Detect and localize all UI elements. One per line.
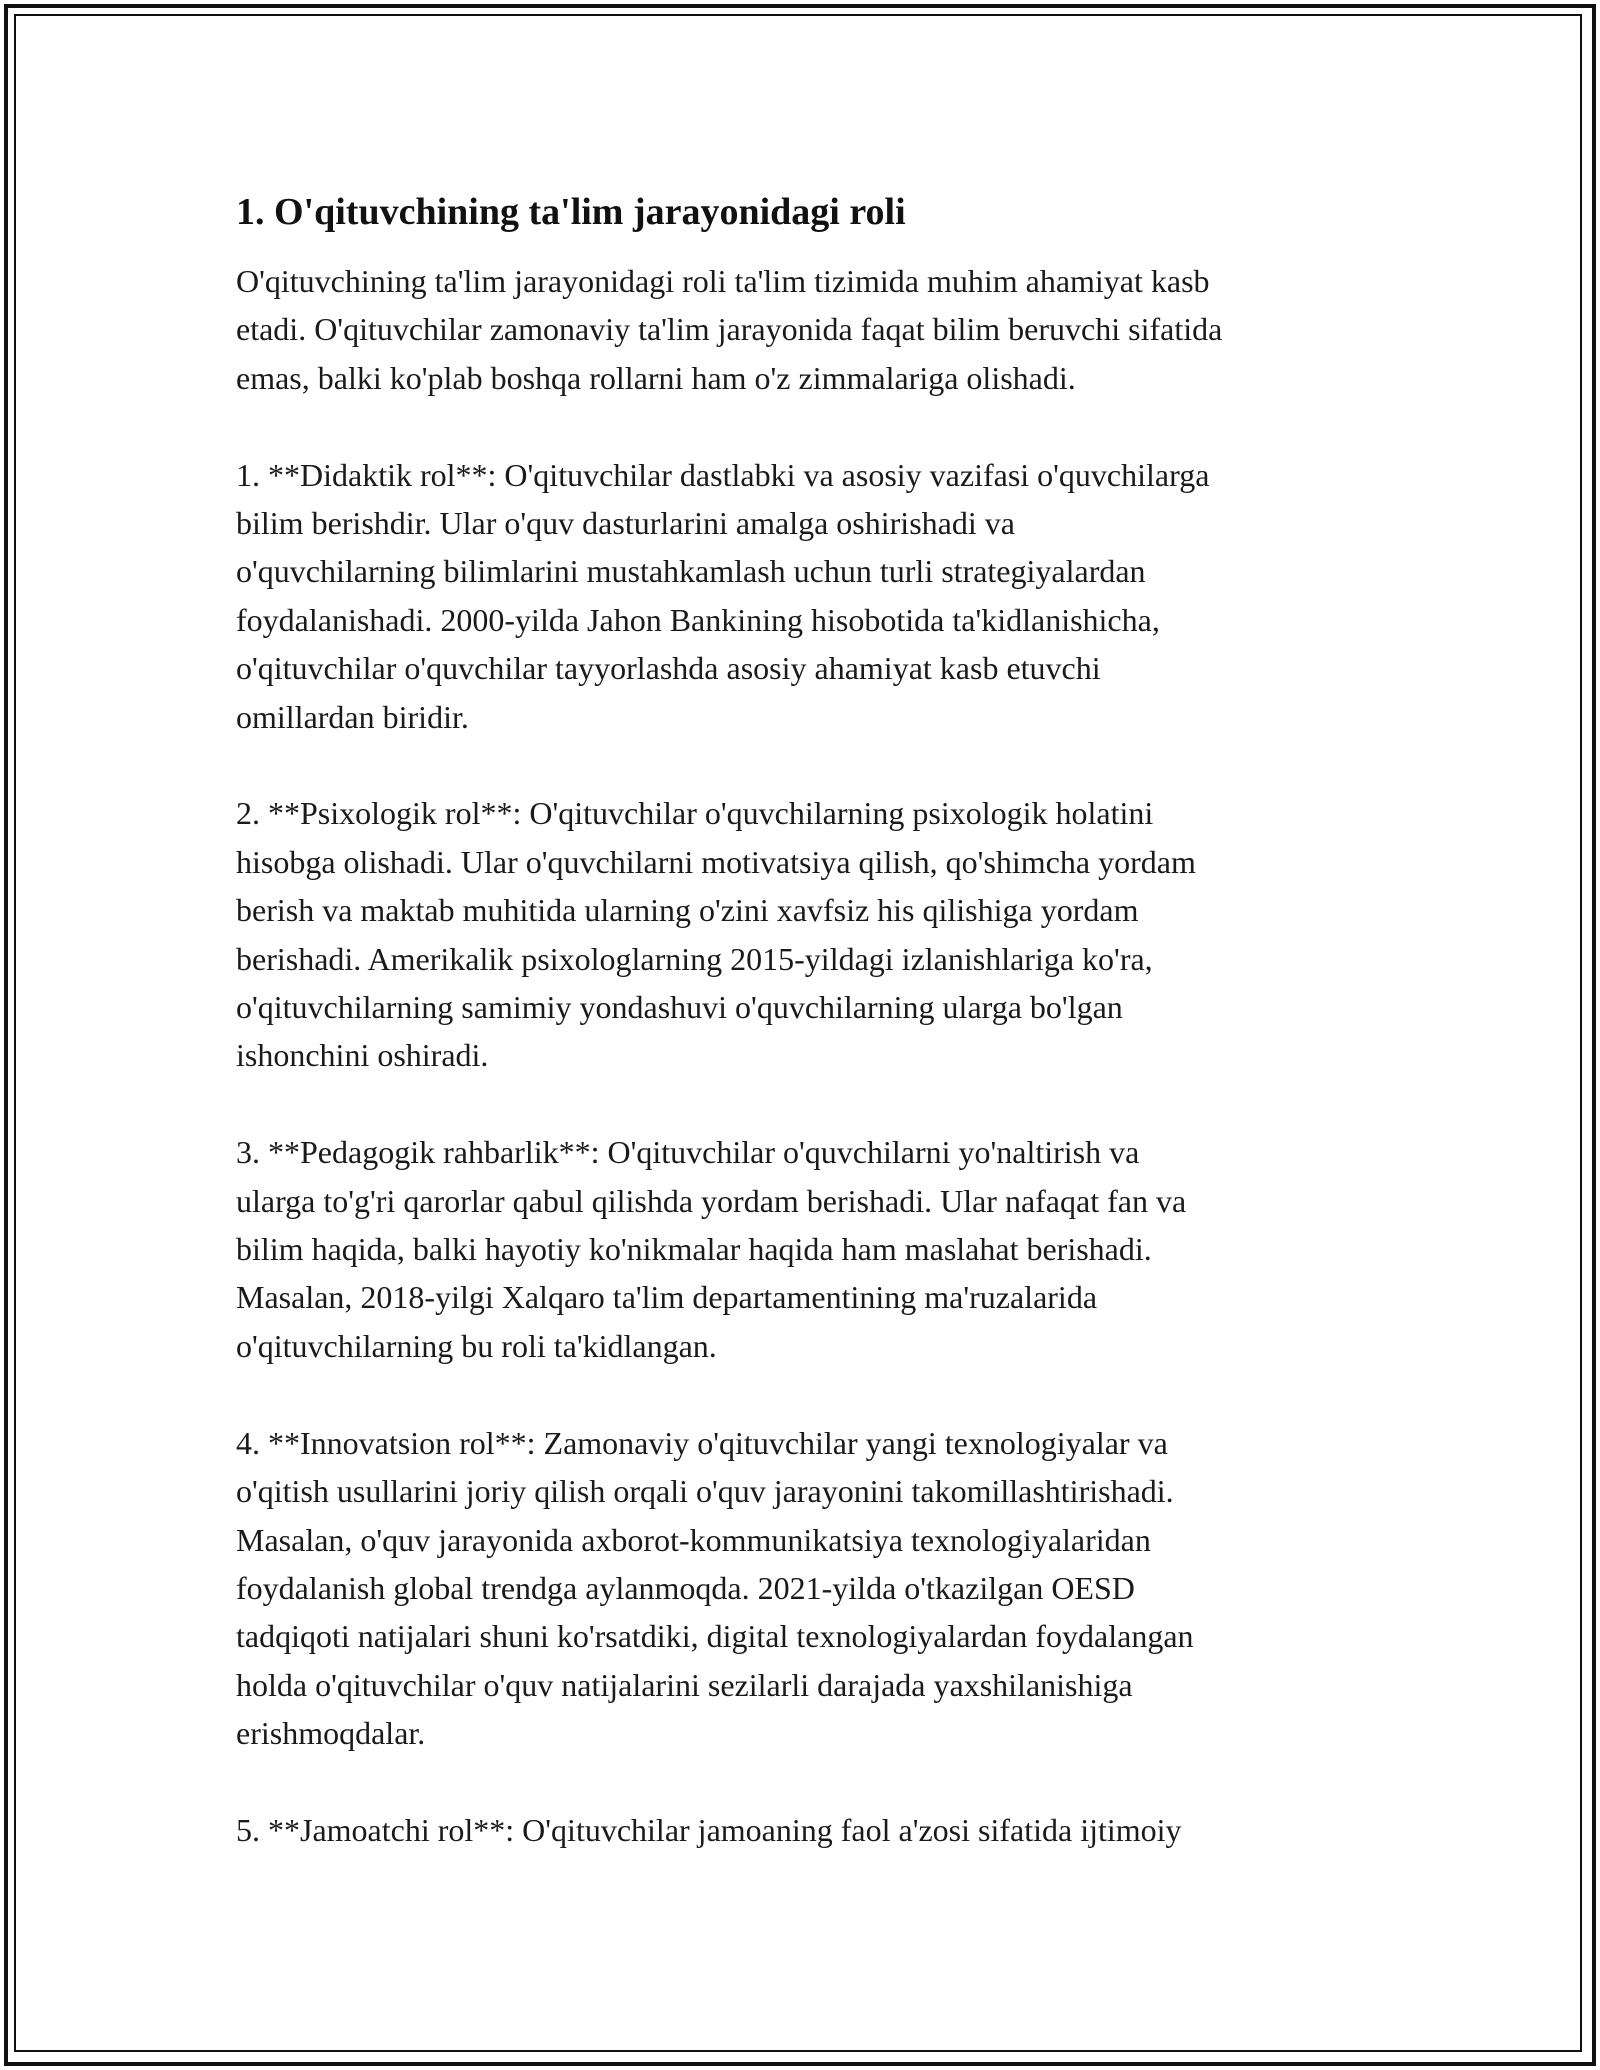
document-title: 1. O'qituvchining ta'lim jarayonidagi roli bbox=[236, 191, 906, 233]
text-line: Masalan, 2018-yilgi Xalqaro ta'lim departamentining ma'ruzalarida bbox=[236, 1279, 1098, 1316]
intro-paragraph bbox=[236, 257, 1376, 402]
innovation-role-paragraph bbox=[236, 1419, 1376, 1758]
pedagogical-leadership-paragraph bbox=[236, 1128, 1376, 1370]
text-line: o'qituvchilar o'quvchilar tayyorlashda asosiy ahamiyat kasb etuvchi bbox=[236, 650, 1101, 687]
text-line: foydalanish global trendga aylanmoqda. 2021-yilda o'tkazilgan OESD bbox=[236, 1569, 1135, 1606]
text-line: tadqiqoti natijalari shuni ko'rsatdiki, digital texnologiyalardan foydalangan bbox=[236, 1618, 1194, 1655]
text-line: 5. **Jamoatchi rol**: O'qituvchilar jamoaning faol a'zosi sifatida ijtimoiy bbox=[236, 1811, 1182, 1848]
text-line: bilim berishdir. Ular o'quv dasturlarini amalga oshirishadi va bbox=[236, 505, 1015, 542]
psychological-role-paragraph bbox=[236, 789, 1376, 1079]
text-line: o'qituvchilarning bu roli ta'kidlangan. bbox=[236, 1327, 717, 1364]
text-line: erishmoqdalar. bbox=[236, 1715, 426, 1752]
text-line: etadi. O'qituvchilar zamonaviy ta'lim jarayonida faqat bilim beruvchi sifatida bbox=[236, 311, 1223, 348]
text-line: 4. **Innovatsion rol**: Zamonaviy o'qituvchilar yangi texnologiyalar va bbox=[236, 1424, 1168, 1461]
text-line: 3. **Pedagogik rahbarlik**: O'qituvchilar o'quvchilarni yo'naltirish va bbox=[236, 1134, 1140, 1171]
text-line: berishadi. Amerikalik psixologlarning 2015-yildagi izlanishlariga ko'ra, bbox=[236, 940, 1153, 977]
text-line: emas, balki ko'plab boshqa rollarni ham o'z zimmalariga olishadi. bbox=[236, 359, 1076, 396]
text-line: 2. **Psixologik rol**: O'qituvchilar o'quvchilarning psixologik holatini bbox=[236, 795, 1154, 832]
text-line: bilim haqida, balki hayotiy ko'nikmalar haqida ham maslahat berishadi. bbox=[236, 1231, 1152, 1268]
text-line: o'qitish usullarini joriy qilish orqali o'quv jarayonini takomillashtirishadi. bbox=[236, 1473, 1174, 1510]
text-line: o'qituvchilarning samimiy yondashuvi o'quvchilarning ularga bo'lgan bbox=[236, 989, 1123, 1026]
text-line: 1. **Didaktik rol**: O'qituvchilar dastlabki va asosiy vazifasi o'quvchilarga bbox=[236, 456, 1210, 493]
text-line: O'qituvchining ta'lim jarayonidagi roli ta'lim tizimida muhim ahamiyat kasb bbox=[236, 263, 1210, 299]
text-line: o'quvchilarning bilimlarini mustahkamlash uchun turli strategiyalardan bbox=[236, 553, 1146, 590]
text-line: omillardan biridir. bbox=[236, 698, 469, 735]
text-line: foydalanishadi. 2000-yilda Jahon Bankining hisobotida ta'kidlanishicha, bbox=[236, 601, 1160, 638]
text-line: hisobga olishadi. Ular o'quvchilarni motivatsiya qilish, qo'shimcha yordam bbox=[236, 843, 1196, 880]
community-role-paragraph bbox=[236, 1806, 1376, 1854]
document-page bbox=[236, 185, 1376, 1903]
text-line: ishonchini oshiradi. bbox=[236, 1037, 489, 1074]
text-line: ularga to'g'ri qarorlar qabul qilishda yordam berishadi. Ular nafaqat fan va bbox=[236, 1182, 1187, 1219]
text-line: Masalan, o'quv jarayonida axborot-kommunikatsiya texnologiyalaridan bbox=[236, 1521, 1151, 1558]
text-line: berish va maktab muhitida ularning o'zini xavfsiz his qilishiga yordam bbox=[236, 892, 1139, 929]
didactic-role-paragraph bbox=[236, 451, 1376, 741]
text-line: holda o'qituvchilar o'quv natijalarini sezilarli darajada yaxshilanishiga bbox=[236, 1666, 1133, 1703]
